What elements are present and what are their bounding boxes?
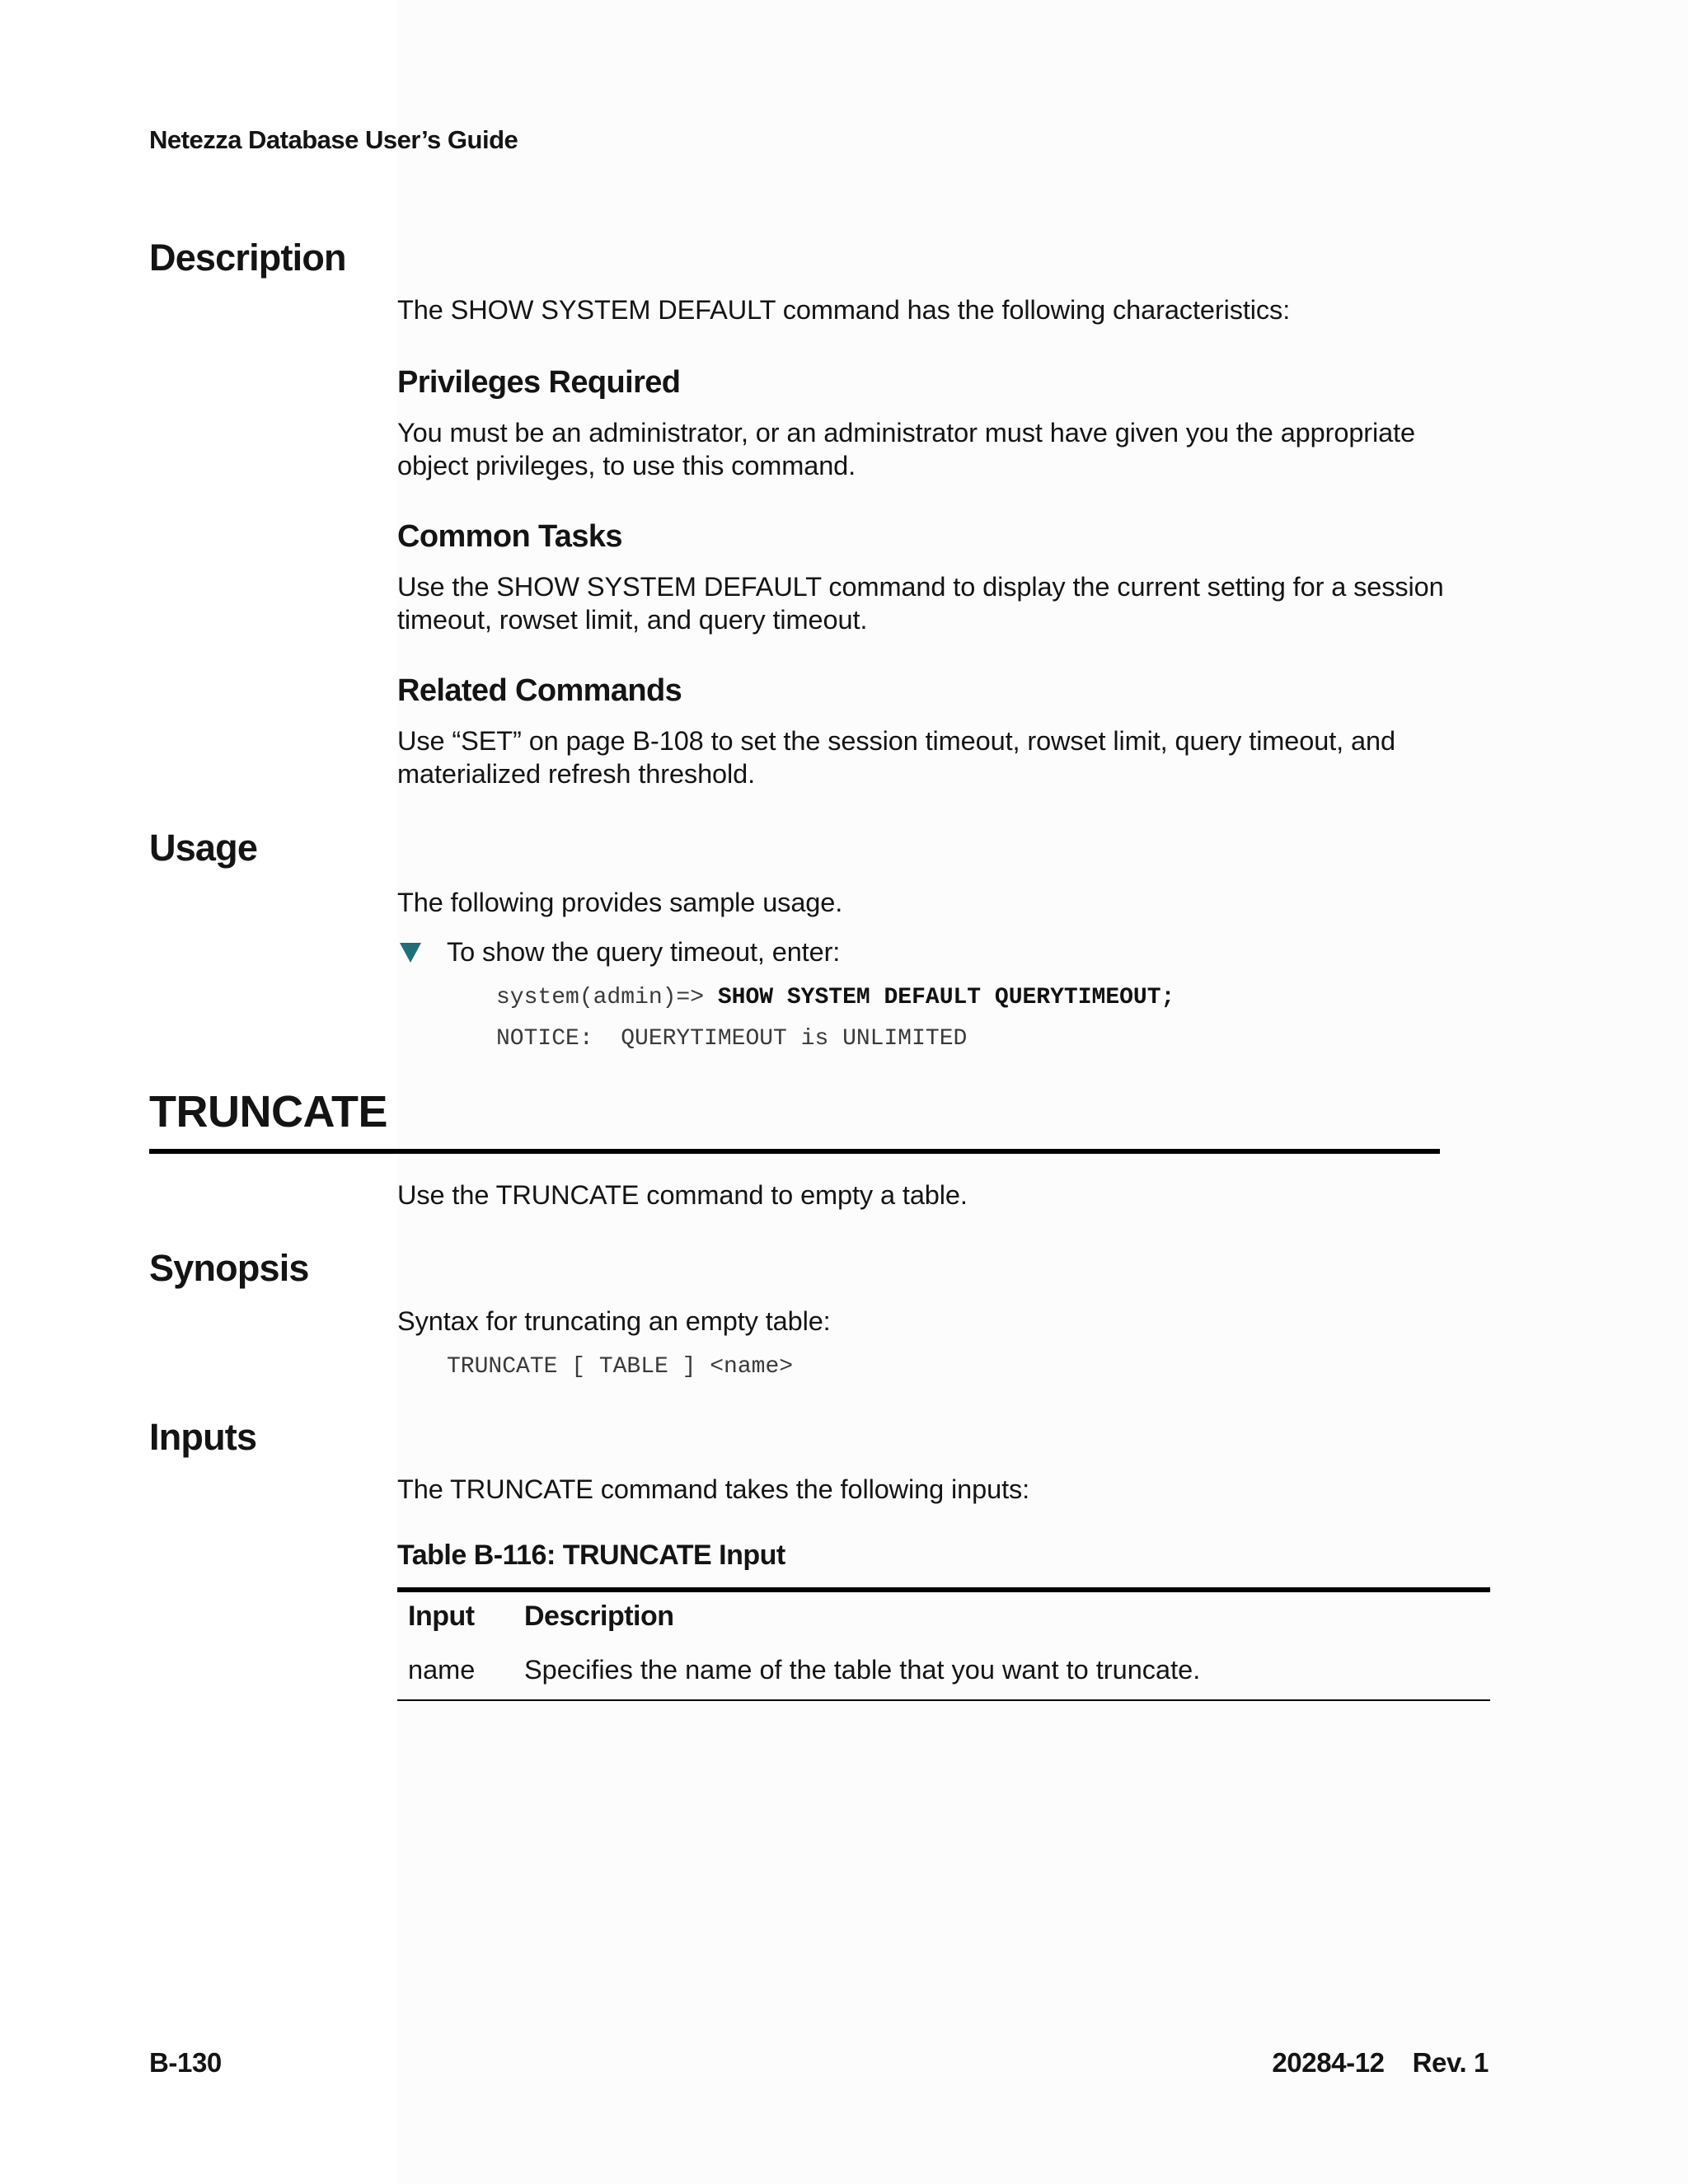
truncate-intro: Use the TRUNCATE command to empty a table. [397,1180,968,1210]
synopsis-heading: Synopsis [149,1247,309,1289]
title-rule [149,1149,1440,1154]
usage-code-output: NOTICE: QUERYTIMEOUT is UNLIMITED [496,1026,968,1052]
tasks-heading: Common Tasks [397,519,622,554]
code-command: SHOW SYSTEM DEFAULT QUERYTIMEOUT; [717,985,1175,1010]
usage-intro: The following provides sample usage. [397,888,843,917]
page-background [397,0,1688,2184]
table-top-rule [397,1587,1490,1592]
footer-doc-info [1272,2047,1489,2079]
running-head: Netezza Database User’s Guide [149,125,518,154]
description-heading: Description [149,237,346,279]
synopsis-code: TRUNCATE [ TABLE ] <name> [447,1354,794,1380]
tasks-text: Use the SHOW SYSTEM DEFAULT command to display the current setting for a session timeout, rowset limit, and query timeout. [397,572,1444,635]
related-text: Use “SET” on page B-108 to set the session timeout, rowset limit, query timeout, and materialized refresh threshold. [397,726,1395,789]
table-caption: Table B-116: TRUNCATE Input [397,1540,785,1571]
related-heading: Related Commands [397,673,682,708]
synopsis-intro: Syntax for truncating an empty table: [397,1306,831,1336]
table-cell-input: name [408,1655,476,1685]
usage-code-line-1 [496,985,1175,1010]
privileges-heading: Privileges Required [397,365,681,400]
footer-revision: Rev. 1 [1412,2047,1489,2078]
inputs-heading: Inputs [149,1416,257,1458]
usage-bullet-text: To show the query timeout, enter: [447,937,841,967]
table-header-description: Description [524,1601,674,1632]
table-cell-description: Specifies the name of the table that you want to truncate. [524,1655,1201,1685]
usage-heading: Usage [149,827,258,869]
code-prompt: system(admin)=> [496,985,718,1010]
footer-page-number: B-130 [149,2047,222,2078]
table-bottom-rule [397,1699,1490,1701]
inputs-intro: The TRUNCATE command takes the following inputs: [397,1474,1030,1504]
triangle-down-icon [400,943,421,963]
truncate-title: TRUNCATE [149,1087,387,1137]
footer-doc-id: 20284-12 [1272,2047,1385,2078]
description-intro: The SHOW SYSTEM DEFAULT command has the following characteristics: [397,295,1291,325]
privileges-text: You must be an administrator, or an administrator must have given you the appropriate object privileges, to use this command. [397,418,1416,480]
table-header-input: Input [408,1601,475,1632]
